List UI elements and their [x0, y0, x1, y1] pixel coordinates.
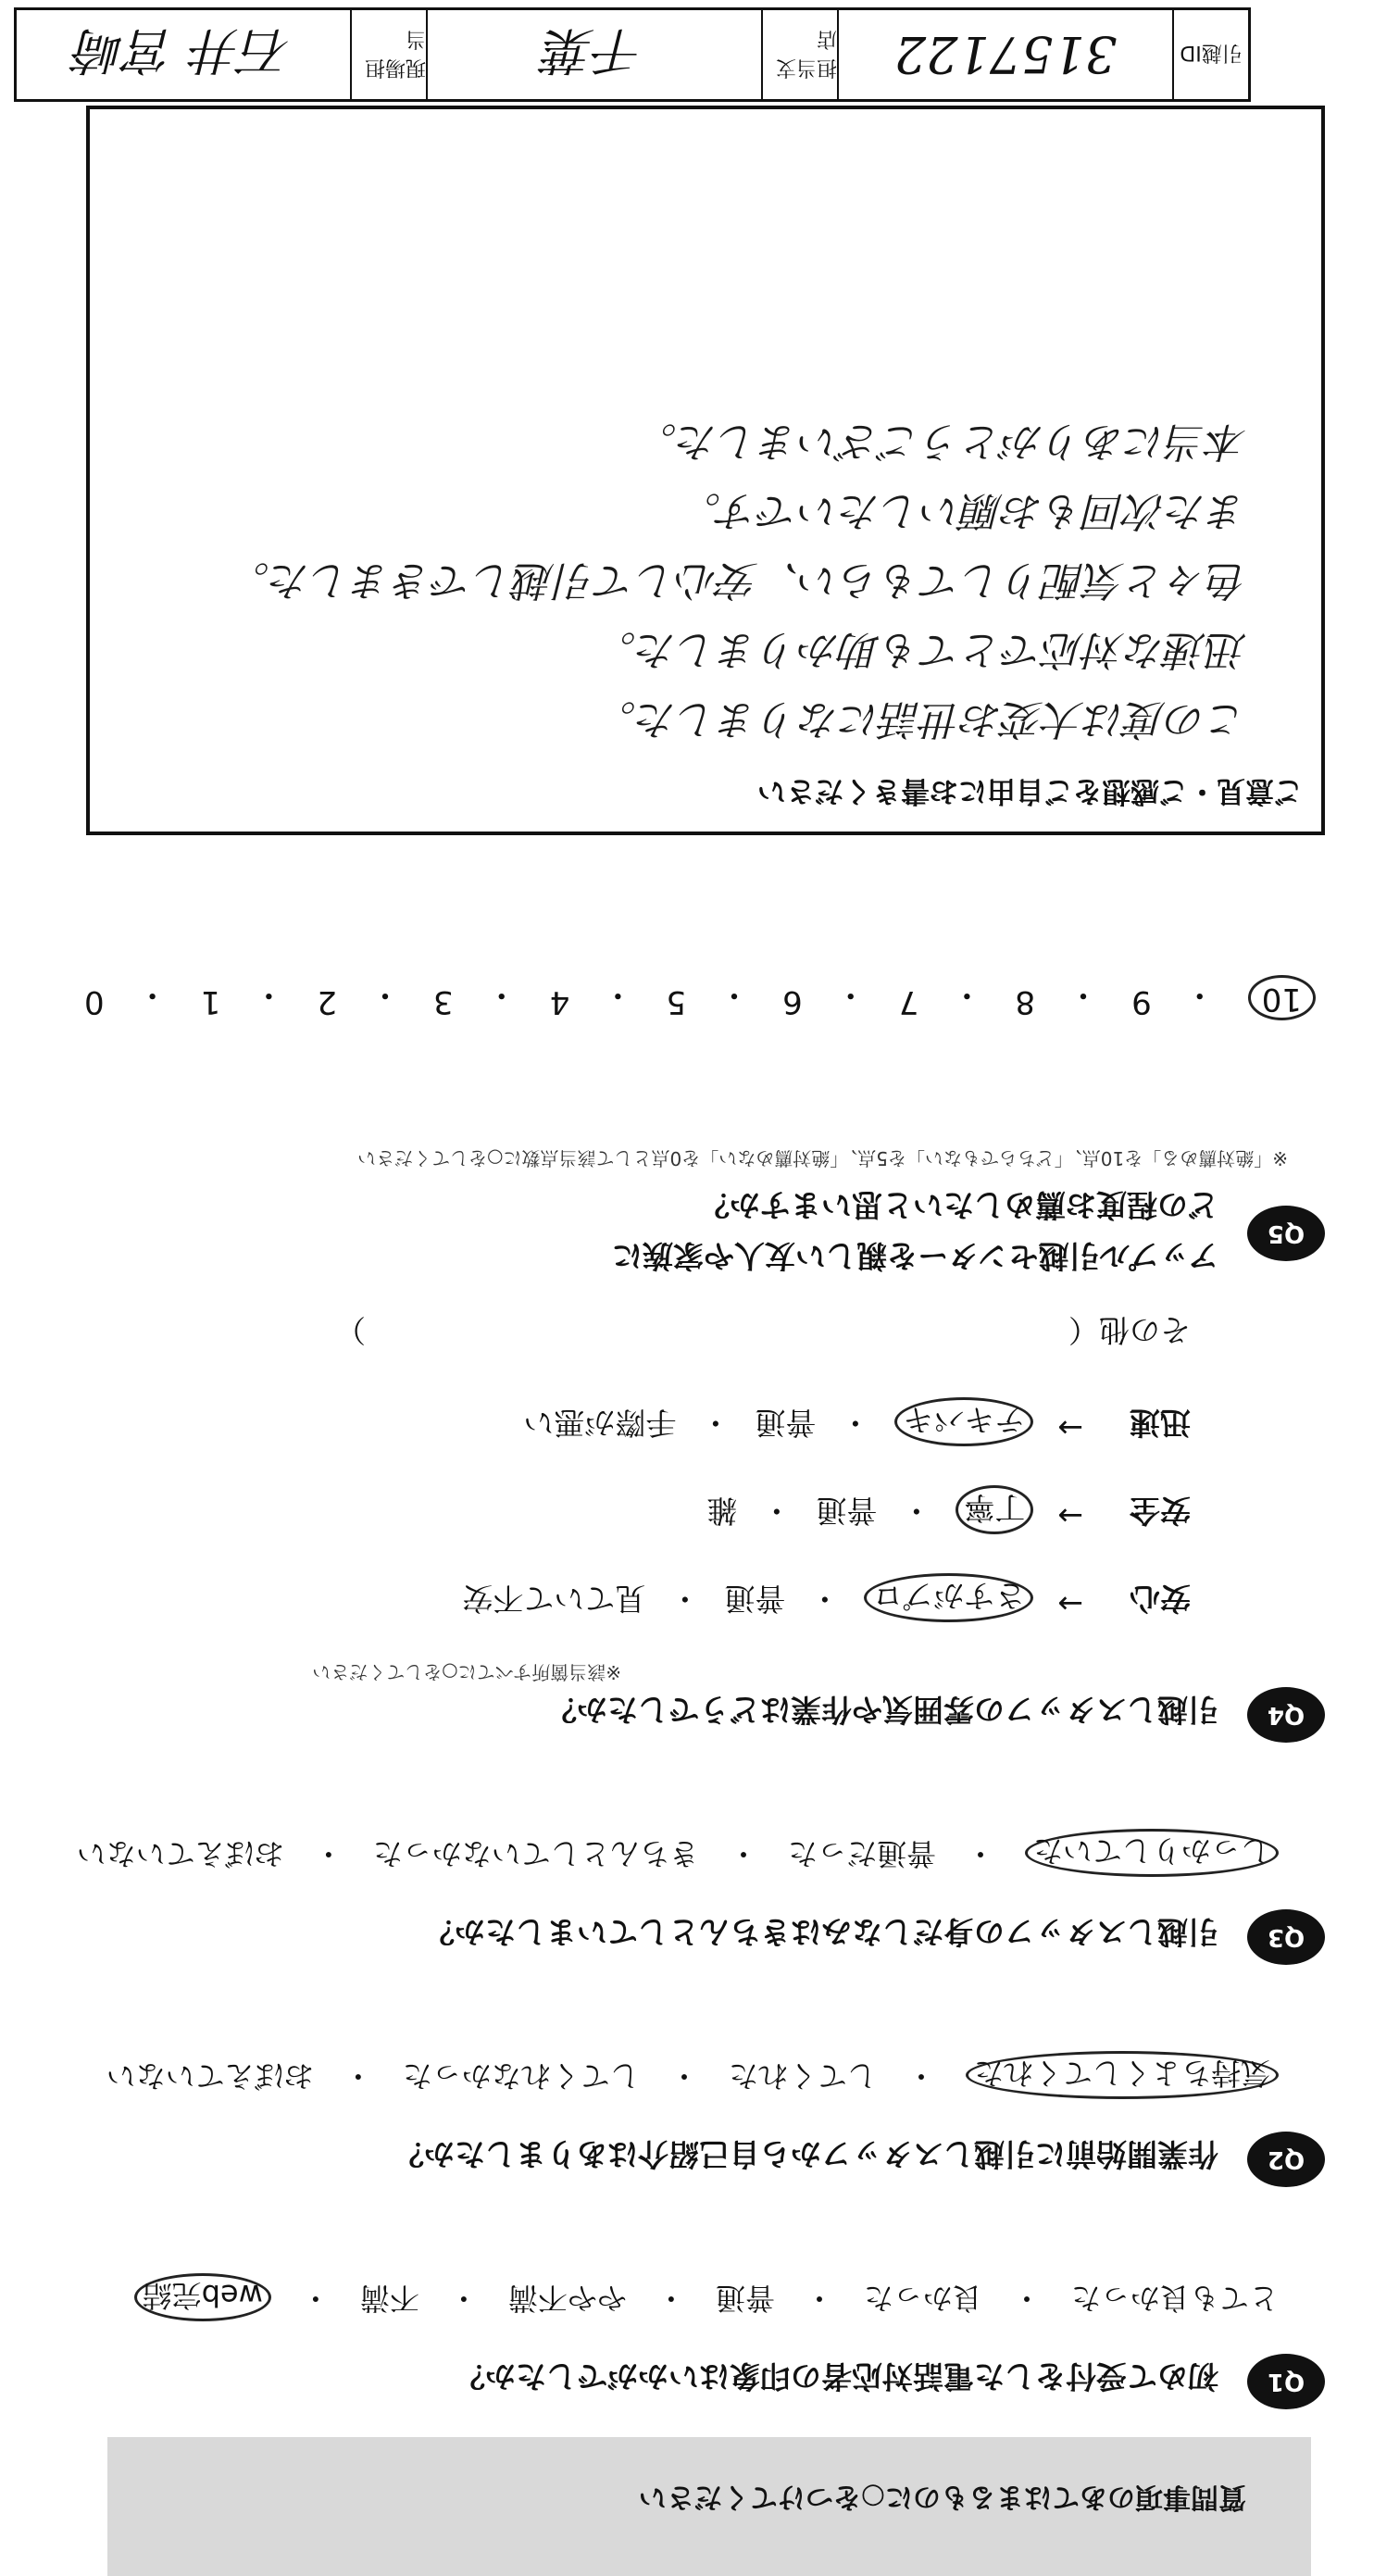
- staff-label: 現場担当: [350, 10, 426, 99]
- q5-note: ※「絶対薦める」を10点、「どちらでもない」を5点、「絶対薦めない」を0点として該当点数に○をしてください: [357, 1147, 1288, 1169]
- q1-option[interactable]: 良かった: [863, 2281, 982, 2316]
- header-strip: [14, 7, 1251, 102]
- q4-option[interactable]: 普通: [816, 1493, 878, 1529]
- q2-option[interactable]: してくれた: [728, 2058, 877, 2094]
- comment-title: ご意見・ご感想をご自由にお書きください: [757, 774, 1303, 807]
- comment-line: 色々と気配りしてもらい、安心して引越しできました。: [229, 556, 1247, 604]
- q4-text: 引越しスタッフの雰囲気や作業はどうでしたか？: [546, 1692, 1218, 1728]
- q4-badge: Q4: [1247, 1687, 1325, 1743]
- comment-line: 迅速な対応でとても助かりました。: [595, 626, 1247, 673]
- q4-option[interactable]: 手際が悪い: [523, 1405, 677, 1441]
- q4-option[interactable]: 雑: [706, 1493, 738, 1529]
- q1-text: 初めて受付をした電話対応者の印象はいかがでしたか？: [455, 2358, 1218, 2395]
- q4-other[interactable]: その他（ ）: [335, 1312, 1191, 1348]
- score-option-circled[interactable]: 10: [1248, 975, 1316, 1020]
- score-option[interactable]: 1: [200, 983, 221, 1020]
- q4-option-circled[interactable]: 丁寧: [956, 1485, 1033, 1534]
- q1-option[interactable]: 不満: [359, 2281, 419, 2316]
- q2-options: 気持ちよくしてくれた ・ してくれた ・ してくれなかった ・ おぼえていない: [106, 2051, 1279, 2099]
- score-option[interactable]: 7: [898, 983, 919, 1020]
- q3-badge: Q3: [1247, 1909, 1325, 1965]
- instruction-banner: [107, 2437, 1311, 2576]
- q1-option-circled[interactable]: web完結: [134, 2273, 271, 2321]
- comment-line: この度は大変お世話になりました。: [595, 695, 1247, 743]
- q3-option-circled[interactable]: しっかりしていた: [1025, 1829, 1279, 1877]
- q5-text: アップル引越センターを親しい友人や家族に: [611, 1238, 1218, 1274]
- q4-row-key: 迅速: [1130, 1405, 1191, 1441]
- q2-option-circled[interactable]: 気持ちよくしてくれた: [966, 2051, 1279, 2099]
- comment-box[interactable]: [86, 106, 1325, 835]
- q2-option[interactable]: おぼえていない: [106, 2058, 314, 2094]
- q2-badge: Q2: [1247, 2132, 1325, 2187]
- branch-value: 千葉: [426, 10, 761, 99]
- q5-text2: どの程度お薦めしたいと思いますか？: [699, 1187, 1218, 1223]
- score-option[interactable]: 9: [1131, 983, 1152, 1020]
- id-value: 3157122: [837, 10, 1172, 99]
- q4-option[interactable]: 普通: [724, 1581, 786, 1617]
- q4-row-anzen: 安全 → 丁寧 ・ 普通 ・ 雑: [706, 1485, 1191, 1534]
- q2-text: 作業開始前に引越しスタッフから自己紹介はありましたか？: [393, 2136, 1218, 2172]
- q4-note: ※該当箇所すべてに○をしてください: [312, 1661, 621, 1683]
- score-option[interactable]: 4: [549, 983, 570, 1020]
- q5-badge: Q5: [1247, 1206, 1325, 1261]
- id-label: 引越ID: [1172, 10, 1248, 99]
- q1-badge: Q1: [1247, 2354, 1325, 2409]
- comment-line: 本当にありがとうございました。: [636, 418, 1247, 465]
- q4-row-jinsoku: 迅速 → テキパキ ・ 普通 ・ 手際が悪い: [523, 1397, 1191, 1446]
- staff-value: 石井 宮崎: [75, 21, 292, 81]
- score-option[interactable]: 8: [1015, 983, 1036, 1020]
- score-option[interactable]: 6: [782, 983, 803, 1020]
- q4-option[interactable]: 見ていて不安: [462, 1581, 646, 1617]
- score-option[interactable]: 2: [317, 983, 337, 1020]
- score-scale: 10 ・ 9 ・ 8 ・ 7 ・ 6 ・ 5 ・ 4 ・ 3 ・ 2 ・ 1 ・ 0: [84, 975, 1316, 1020]
- q1-options: とても良かった ・ 良かった ・ 普通 ・ やや不満 ・ 不満 ・ web完結: [134, 2273, 1279, 2321]
- q2-option[interactable]: してくれなかった: [402, 2058, 640, 2094]
- score-option[interactable]: 3: [433, 983, 454, 1020]
- q4-option-circled[interactable]: テキパキ: [894, 1397, 1033, 1446]
- q4-row-key: 安全: [1130, 1493, 1191, 1529]
- q3-option[interactable]: おぼえていない: [76, 1836, 284, 1871]
- q3-option[interactable]: きちんとしていなかった: [372, 1836, 699, 1871]
- q4-row-anshin: 安心 → さすがプロ ・ 普通 ・ 見ていて不安: [462, 1573, 1191, 1622]
- score-option[interactable]: 0: [84, 983, 105, 1020]
- comment-line: また次回もお願いしたいです。: [680, 487, 1247, 534]
- q4-row-key: 安心: [1130, 1581, 1191, 1617]
- q4-option-circled[interactable]: さすがプロ: [864, 1573, 1033, 1622]
- q1-option[interactable]: とても良かった: [1070, 2281, 1279, 2316]
- branch-label: 担当支店: [761, 10, 837, 99]
- q4-option[interactable]: 普通: [755, 1405, 817, 1441]
- score-option[interactable]: 5: [666, 983, 687, 1020]
- q3-options: しっかりしていた ・ 普通だった ・ きちんとしていなかった ・ おぼえていない: [77, 1829, 1279, 1877]
- q1-option[interactable]: やや不満: [507, 2281, 627, 2316]
- q3-option[interactable]: 普通だった: [787, 1836, 936, 1871]
- banner-text: 質問事項のあてはまるものに○をつけてください: [638, 2481, 1246, 2513]
- q3-text: 引越しスタッフの身だしなみはきちんとしていましたか？: [424, 1914, 1218, 1950]
- q1-option[interactable]: 普通: [715, 2281, 775, 2316]
